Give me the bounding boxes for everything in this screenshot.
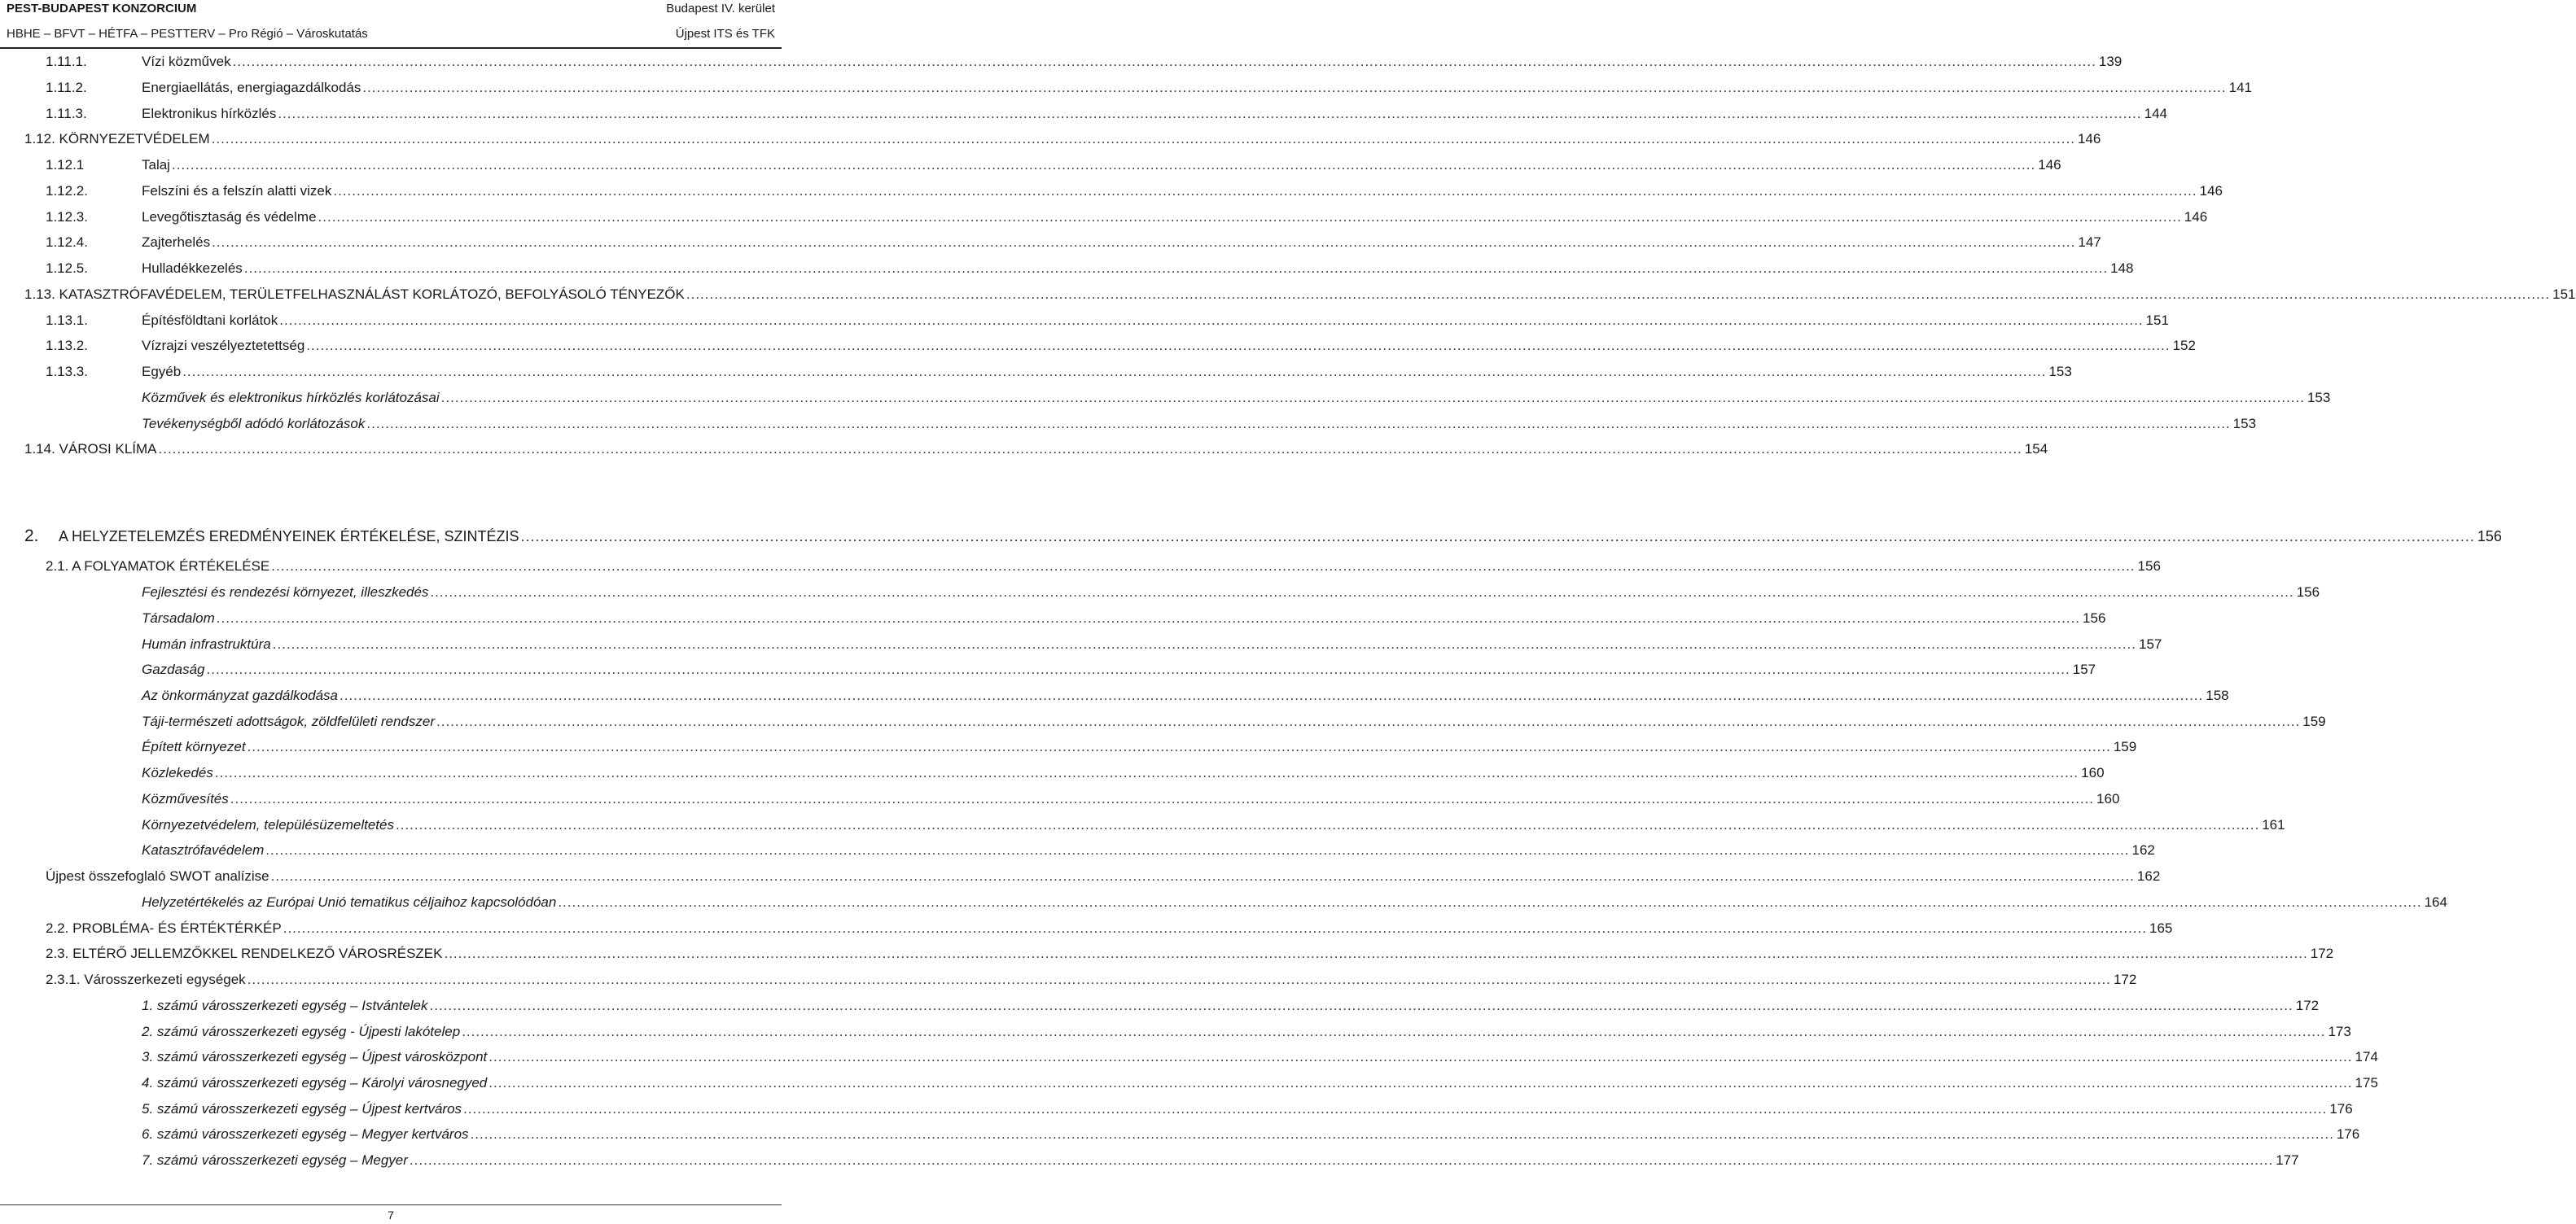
toc-entry-title: 2.2. PROBLÉMA- ÉS ÉRTÉKTÉRKÉP (46, 920, 282, 936)
dot-leader: ................................................................................................................................................................................................................................................................................................................................................................................................................ (206, 662, 2070, 677)
toc-entry-page: 153 (2307, 390, 2331, 405)
toc-entry-title: 1.12. KÖRNYEZETVÉDELEM (24, 131, 210, 146)
toc-entry[interactable] (0, 309, 2169, 332)
toc-entry-title: 1.14. VÁROSI KLÍMA (24, 441, 157, 457)
toc-entry-page: 176 (2336, 1126, 2360, 1142)
toc-entry[interactable] (0, 50, 2123, 73)
dot-leader: ................................................................................................................................................................................................................................................................................................................................................................................................................ (265, 842, 2130, 858)
toc-entry-page: 148 (2110, 260, 2134, 276)
dot-leader: ................................................................................................................................................................................................................................................................................................................................................................................................................ (232, 54, 2096, 69)
toc-entry-row (142, 257, 2134, 280)
toc-entry-page: 176 (2329, 1101, 2353, 1117)
toc-entry-page: 151 (2552, 286, 2576, 302)
toc-entry-title: 3. számú városszerkezeti egység – Újpest városközpont (142, 1049, 488, 1064)
toc-entry-row (142, 1046, 2378, 1069)
dot-leader: ................................................................................................................................................................................................................................................................................................................................................................................................................ (520, 528, 2475, 544)
toc-entry-title: Tevékenységből adódó korlátozások (142, 416, 366, 431)
toc-entry-row (142, 387, 2331, 409)
footer-divider (0, 1204, 782, 1205)
dot-leader: ................................................................................................................................................................................................................................................................................................................................................................................................................ (409, 1152, 2274, 1168)
toc-entry-page: 159 (2113, 739, 2137, 754)
toc-entry-row (142, 891, 2447, 914)
toc-entry-title: Társadalom (142, 610, 215, 626)
toc-entry[interactable] (0, 1046, 2378, 1069)
toc-entry-page: 141 (2228, 80, 2252, 95)
dot-leader: ................................................................................................................................................................................................................................................................................................................................................................................................................ (318, 209, 2182, 225)
toc-entry-number: 1.12.5. (46, 260, 88, 276)
toc-entry-page: 172 (2113, 972, 2137, 987)
toc-entry-row (142, 710, 2326, 733)
toc-entry[interactable] (0, 736, 2137, 758)
toc-entry-row (24, 283, 2576, 306)
toc-entry-title: 2. számú városszerkezeti egység - Újpesti lakótelep (142, 1024, 461, 1039)
toc-entry[interactable] (0, 154, 2061, 177)
toc-entry-row (142, 762, 2105, 785)
toc-entry-page: 146 (2077, 131, 2101, 146)
toc-entry-row (59, 525, 2502, 548)
toc-entry[interactable] (0, 361, 2072, 383)
dot-leader: ................................................................................................................................................................................................................................................................................................................................................................................................................ (158, 441, 2022, 457)
toc-entry-number: 1.11.3. (46, 106, 87, 121)
dot-leader: ................................................................................................................................................................................................................................................................................................................................................................................................................ (306, 338, 2171, 353)
toc-entry[interactable] (0, 555, 2161, 578)
dot-leader: ................................................................................................................................................................................................................................................................................................................................................................................................................ (686, 286, 2551, 302)
toc-entry[interactable] (0, 865, 2161, 888)
dot-leader: ................................................................................................................................................................................................................................................................................................................................................................................................................ (429, 998, 2293, 1013)
toc-entry-title: Helyzetértékelés az Európai Unió tematikus céljaihoz kapcsolódóan (142, 894, 557, 910)
toc-entry[interactable] (0, 1149, 2299, 1172)
toc-entry-number: 1.13.2. (46, 338, 88, 353)
toc-entry-title: Energiaellátás, energiagazdálkodás (142, 80, 361, 95)
toc-entry-page: 164 (2424, 894, 2447, 910)
toc-entry[interactable] (0, 581, 2320, 604)
toc-entry-page: 146 (2184, 209, 2208, 225)
toc-entry-page: 153 (2048, 364, 2072, 379)
toc-entry[interactable] (0, 1123, 2360, 1146)
toc-entry-row (142, 658, 2096, 681)
header-divider (0, 47, 782, 49)
toc-entry-page: 139 (2098, 54, 2123, 69)
dot-leader: ................................................................................................................................................................................................................................................................................................................................................................................................................ (488, 1049, 2353, 1064)
toc-entry-number: 1.11.1. (46, 54, 87, 69)
toc-entry-title: Gazdaság (142, 662, 205, 677)
toc-entry-page: 156 (2477, 528, 2502, 544)
toc-entry-row (142, 581, 2320, 604)
toc-entry[interactable] (0, 103, 2167, 125)
toc-entry[interactable] (0, 917, 2173, 940)
toc-entry-title: Újpest összefoglaló SWOT analízise (46, 868, 269, 884)
toc-entry[interactable] (0, 607, 2106, 630)
toc-entry-page: 174 (2355, 1049, 2378, 1064)
toc-entry-number: 1.13.1. (46, 313, 88, 328)
toc-entry-row (142, 206, 2208, 229)
toc-entry[interactable] (0, 128, 2101, 151)
toc-entry-page: 172 (2310, 946, 2334, 961)
toc-entry-row (142, 1072, 2378, 1095)
toc-entry-title: Közművek és elektronikus hírközlés korlátozásai (142, 390, 440, 405)
page-header (0, 0, 782, 49)
dot-leader: ................................................................................................................................................................................................................................................................................................................................................................................................................ (270, 868, 2135, 884)
toc-entry-row (142, 180, 2223, 203)
toc-entry[interactable] (0, 525, 2502, 548)
dot-leader: ................................................................................................................................................................................................................................................................................................................................................................................................................ (212, 234, 2076, 250)
toc-entry-title: Közművesítés (142, 791, 229, 807)
toc-entry[interactable] (0, 438, 2048, 461)
toc-entry-row (46, 968, 2137, 991)
toc-entry-title: 7. számú városszerkezeti egység – Megyer (142, 1152, 408, 1168)
dot-leader: ................................................................................................................................................................................................................................................................................................................................................................................................................ (230, 791, 2095, 807)
toc-entry-row (142, 1149, 2299, 1172)
toc-entry-row (46, 942, 2334, 965)
toc-entry-number: 1.12.2. (46, 183, 88, 199)
toc-entry-page: 162 (2131, 842, 2155, 858)
toc-entry[interactable] (0, 710, 2326, 733)
toc-entry-page: 156 (2083, 610, 2106, 626)
toc-entry-page: 156 (2296, 584, 2320, 600)
toc-entry-page: 173 (2328, 1024, 2351, 1039)
dot-leader: ................................................................................................................................................................................................................................................................................................................................................................................................................ (430, 584, 2294, 600)
toc-entry-page: 146 (2199, 183, 2223, 199)
toc-entry-page: 157 (2139, 636, 2162, 652)
toc-entry-title: 5. számú városszerkezeti egység – Újpest kertváros (142, 1101, 462, 1117)
toc-entry[interactable] (0, 658, 2096, 681)
toc-entry[interactable] (0, 76, 2252, 99)
toc-entry-title: Talaj (142, 157, 170, 173)
toc-entry-title: Építésföldtani korlátok (142, 313, 278, 328)
toc-entry-page: 159 (2302, 714, 2326, 729)
toc-entry-page: 151 (2145, 313, 2169, 328)
toc-entry-row (142, 76, 2252, 99)
page-footer (0, 1204, 782, 1224)
toc-entry[interactable] (0, 994, 2320, 1017)
toc-entry-number: 1.11.2. (46, 80, 87, 95)
toc-entry-page: 147 (2078, 234, 2101, 250)
toc-entry-page: 156 (2137, 558, 2161, 574)
toc-entry-page: 162 (2136, 868, 2161, 884)
toc-entry-page: 161 (2262, 817, 2285, 833)
toc-entry-number: 2. (24, 527, 39, 545)
toc-entry-row (142, 839, 2155, 862)
toc-entry[interactable] (0, 334, 2196, 357)
page-number: 7 (388, 1209, 394, 1222)
dot-leader: ................................................................................................................................................................................................................................................................................................................................................................................................................ (339, 688, 2204, 703)
toc-entry-title: Épített környezet (142, 739, 246, 754)
toc-entry-number: 1.12.1 (46, 157, 85, 173)
dot-leader: ................................................................................................................................................................................................................................................................................................................................................................................................................ (440, 390, 2305, 405)
dot-leader: ................................................................................................................................................................................................................................................................................................................................................................................................................ (470, 1126, 2334, 1142)
toc-entry-title: Levegőtisztaság és védelme (142, 209, 317, 225)
toc-entry-row (142, 413, 2257, 435)
consortium-members: HBHE – BFVT – HÉTFA – PESTTERV – Pro Régió – Városkutatás (7, 27, 368, 41)
toc-entry-title: Humán infrastruktúra (142, 636, 271, 652)
toc-entry-title: Környezetvédelem, településüzemeltetés (142, 817, 394, 833)
toc-entry-row (142, 736, 2137, 758)
toc-entry[interactable] (0, 762, 2105, 785)
dot-leader: ................................................................................................................................................................................................................................................................................................................................................................................................................ (333, 183, 2197, 199)
dot-leader: ................................................................................................................................................................................................................................................................................................................................................................................................................ (272, 636, 2136, 652)
toc-entry-row (142, 607, 2106, 630)
dot-leader: ................................................................................................................................................................................................................................................................................................................................................................................................................ (436, 714, 2301, 729)
toc-entry-title: Táji-természeti adottságok, zöldfelületi rendszer (142, 714, 435, 729)
toc-entry-title: 1. számú városszerkezeti egység – Istvántelek (142, 998, 428, 1013)
dot-leader: ................................................................................................................................................................................................................................................................................................................................................................................................................ (271, 558, 2136, 574)
toc-entry-row (142, 103, 2167, 125)
toc-entry-title: A HELYZETELEMZÉS EREDMÉNYEINEK ÉRTÉKELÉSE, SZINTÉZIS (59, 528, 519, 544)
toc-entry-row (24, 128, 2101, 151)
dot-leader: ................................................................................................................................................................................................................................................................................................................................................................................................................ (182, 364, 2047, 379)
toc-entry[interactable] (0, 1021, 2351, 1043)
document-name: Újpest ITS és TFK (675, 27, 775, 41)
toc-entry-row (142, 361, 2072, 383)
toc-entry-row (142, 1098, 2353, 1121)
dot-leader: ................................................................................................................................................................................................................................................................................................................................................................................................................ (462, 1024, 2326, 1039)
toc-entry-page: 146 (2038, 157, 2061, 173)
toc-entry[interactable] (0, 206, 2208, 229)
toc-entry-title: 2.1. A FOLYAMATOK ÉRTÉKELÉSE (46, 558, 270, 574)
dot-leader: ................................................................................................................................................................................................................................................................................................................................................................................................................ (214, 765, 2079, 780)
toc-entry-row (142, 334, 2196, 357)
toc-entry-page: 172 (2295, 998, 2320, 1013)
toc-entry-row (142, 309, 2169, 332)
toc-entry-row (142, 1021, 2351, 1043)
toc-entry-title: Vízi közművek (142, 54, 231, 69)
toc-entry-row (24, 438, 2048, 461)
toc-entry-page: 157 (2072, 662, 2096, 677)
dot-leader: ................................................................................................................................................................................................................................................................................................................................................................................................................ (463, 1101, 2328, 1117)
toc-entry-title: Fejlesztési és rendezési környezet, illeszkedés (142, 584, 429, 600)
dot-leader: ................................................................................................................................................................................................................................................................................................................................................................................................................ (558, 894, 2422, 910)
toc-entry[interactable] (0, 942, 2334, 965)
toc-entry[interactable] (0, 283, 2576, 306)
toc-entry-row (142, 154, 2061, 177)
toc-entry[interactable] (0, 231, 2101, 254)
toc-entry[interactable] (0, 684, 2229, 707)
dot-leader: ................................................................................................................................................................................................................................................................................................................................................................................................................ (278, 106, 2142, 121)
toc-entry-title: Katasztrófavédelem (142, 842, 265, 858)
dot-leader: ................................................................................................................................................................................................................................................................................................................................................................................................................ (216, 610, 2081, 626)
toc-entry-title: Felszíni és a felszín alatti vizek (142, 183, 332, 199)
header-row-top (7, 0, 775, 18)
toc-entry-page: 144 (2144, 106, 2167, 121)
toc-entry[interactable] (0, 387, 2331, 409)
toc-entry-page: 152 (2172, 338, 2196, 353)
toc-entry-row (46, 917, 2173, 940)
toc-entry-title: Zajterhelés (142, 234, 211, 250)
toc-entry-title: Elektronikus hírközlés (142, 106, 277, 121)
dot-leader: ................................................................................................................................................................................................................................................................................................................................................................................................................ (247, 739, 2111, 754)
header-row-bottom (7, 25, 775, 43)
toc-entry[interactable] (0, 814, 2285, 837)
dot-leader: ................................................................................................................................................................................................................................................................................................................................................................................................................ (171, 157, 2036, 173)
toc-entry-row (142, 231, 2101, 254)
toc-entry[interactable] (0, 1072, 2378, 1095)
toc-entry-page: 165 (2149, 920, 2173, 936)
dot-leader: ................................................................................................................................................................................................................................................................................................................................................................................................................ (279, 313, 2144, 328)
toc-entry-page: 175 (2355, 1075, 2378, 1091)
toc-entry-title: Vízrajzi veszélyeztetettség (142, 338, 305, 353)
toc-entry-title: Az önkormányzat gazdálkodása (142, 688, 338, 703)
dot-leader: ................................................................................................................................................................................................................................................................................................................................................................................................................ (247, 972, 2111, 987)
toc-entry-title: Hulladékkezelés (142, 260, 243, 276)
dot-leader: ................................................................................................................................................................................................................................................................................................................................................................................................................ (362, 80, 2227, 95)
toc-entry-page: 153 (2232, 416, 2257, 431)
consortium-name: PEST-BUDAPEST KONZORCIUM (7, 2, 197, 15)
toc-entry-number: 1.12.3. (46, 209, 88, 225)
toc-entry-page: 160 (2081, 765, 2105, 780)
toc-entry-row (142, 633, 2162, 656)
toc-entry-number: 1.13.3. (46, 364, 88, 379)
toc-entry-title: 6. számú városszerkezeti egység – Megyer kertváros (142, 1126, 469, 1142)
toc-entry-page: 177 (2276, 1152, 2299, 1168)
toc-entry[interactable] (0, 1098, 2353, 1121)
toc-entry[interactable] (0, 788, 2120, 811)
toc-entry-title: 4. számú városszerkezeti egység – Károlyi városnegyed (142, 1075, 488, 1091)
toc-entry-row (142, 994, 2320, 1017)
toc-entry-row (142, 1123, 2360, 1146)
toc-entry-row (142, 50, 2123, 73)
toc-entry-page: 158 (2206, 688, 2229, 703)
toc-entry[interactable] (0, 968, 2137, 991)
toc-entry-page: 154 (2024, 441, 2048, 457)
toc-entry-title: Közlekedés (142, 765, 213, 780)
toc-entry-row (142, 814, 2285, 837)
dot-leader: ................................................................................................................................................................................................................................................................................................................................................................................................................ (395, 817, 2260, 833)
toc-entry[interactable] (0, 257, 2134, 280)
toc-entry-row (46, 555, 2161, 578)
toc-entry[interactable] (0, 891, 2447, 914)
dot-leader: ................................................................................................................................................................................................................................................................................................................................................................................................................ (243, 260, 2109, 276)
toc-entry-row (142, 788, 2120, 811)
toc-entry-row (142, 684, 2229, 707)
toc-entry-title: 2.3. ELTÉRŐ JELLEMZŐKKEL RENDELKEZŐ VÁROSRÉSZEK (46, 946, 443, 961)
dot-leader: ................................................................................................................................................................................................................................................................................................................................................................................................................ (444, 946, 2308, 961)
dot-leader: ................................................................................................................................................................................................................................................................................................................................................................................................................ (283, 920, 2147, 936)
toc-entry-page: 160 (2096, 791, 2120, 807)
toc-entry-number: 1.12.4. (46, 234, 88, 250)
dot-leader: ................................................................................................................................................................................................................................................................................................................................................................................................................ (488, 1075, 2353, 1091)
toc-entry[interactable] (0, 180, 2223, 203)
toc-entry-title: Egyéb (142, 364, 182, 379)
toc-entry[interactable] (0, 413, 2257, 435)
dot-leader: ................................................................................................................................................................................................................................................................................................................................................................................................................ (211, 131, 2075, 146)
toc-entry-title: 2.3.1. Városszerkezeti egységek (46, 972, 246, 987)
district-name: Budapest IV. kerület (666, 2, 775, 15)
toc-entry-title: 1.13. KATASZTRÓFAVÉDELEM, TERÜLETFELHASZNÁLÁST KORLÁTOZÓ, BEFOLYÁSOLÓ TÉNYEZŐK (24, 286, 685, 302)
dot-leader: ................................................................................................................................................................................................................................................................................................................................................................................................................ (366, 416, 2231, 431)
toc-entry[interactable] (0, 633, 2162, 656)
toc-entry-row (46, 865, 2161, 888)
toc-entry[interactable] (0, 839, 2155, 862)
